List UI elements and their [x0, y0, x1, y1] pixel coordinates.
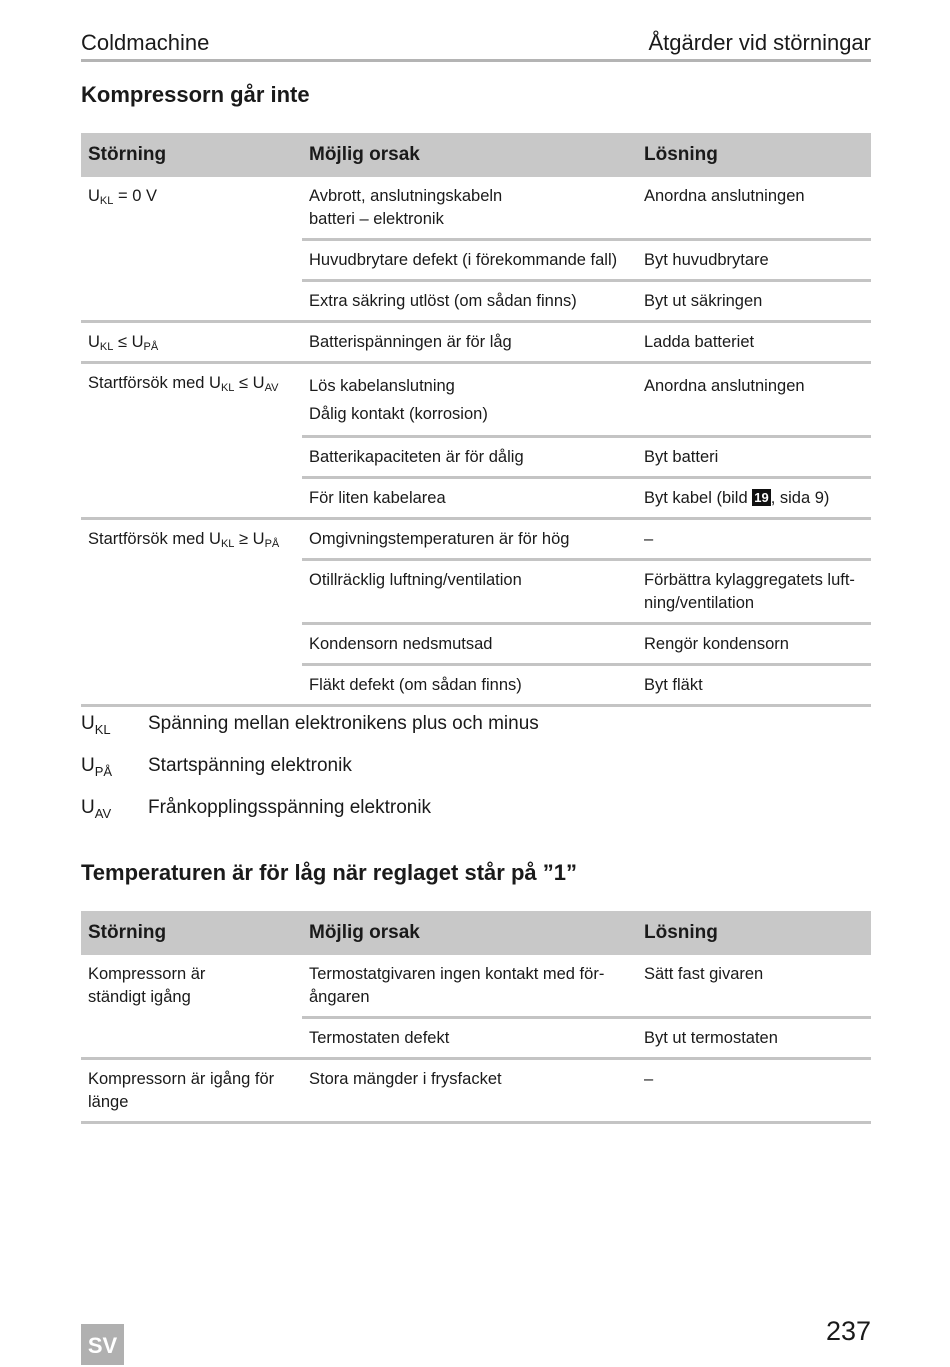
table-row: [81, 955, 871, 1018]
cause-cell: Extra säkring utlöst (om sådan finns): [302, 281, 637, 322]
header-chapter-title: Åtgärder vid störningar: [648, 30, 871, 55]
fault-table-temperature: [81, 911, 871, 1124]
table-row: [81, 519, 871, 560]
solution-cell: Anordna anslutningen: [637, 177, 871, 240]
cause-cell: Otillräcklig luftning/ventilation: [302, 560, 637, 624]
page-number: 237: [825, 1316, 871, 1346]
fault-cell: Kompressorn är ständigt igång: [81, 955, 302, 1059]
col-header-fault: Störning: [81, 133, 302, 177]
solution-cell: Förbättra kylaggregatets luft- ning/ventilation: [637, 560, 871, 624]
legend-symbol: $U_{KL}$: [81, 713, 111, 737]
cause-cell: Avbrott, anslutningskabeln batteri – elektronik: [302, 177, 637, 240]
fault-cell: Startförsök med $U_{KL} \le U_{AV}$: [81, 363, 302, 519]
solution-cell: Byt ut termostaten: [637, 1018, 871, 1059]
cause-cell: Huvudbrytare defekt (i förekommande fall): [302, 240, 637, 281]
table-row: [81, 363, 871, 437]
solution-cell: Byt batteri: [637, 437, 871, 478]
fault-table-compressor: [81, 133, 871, 707]
solution-cell: –: [637, 1059, 871, 1123]
cause-cell: Batterikapaciteten är för dålig: [302, 437, 637, 478]
cause-cell: Termostaten defekt: [302, 1018, 637, 1059]
col-header-cause: Möjlig orsak: [302, 911, 637, 955]
table-row: [81, 1059, 871, 1123]
fault-cell: $U_{KL} = 0$ V: [81, 177, 302, 322]
section-title-temperature: Temperaturen är för låg när reglaget står på ”1”: [81, 860, 577, 885]
col-header-fault: Störning: [81, 911, 302, 955]
legend-text: Startspänning elektronik: [148, 755, 352, 776]
cause-cell: Fläkt defekt (om sådan finns): [302, 665, 637, 706]
table-row: [81, 322, 871, 363]
col-header-solution: Lösning: [637, 911, 871, 955]
legend-text: Spänning mellan elektronikens plus och minus: [148, 713, 539, 734]
cause-cell: Kondensorn nedsmutsad: [302, 624, 637, 665]
table-header-row: [81, 133, 871, 177]
cause-cell: Lös kabelanslutning Dålig kontakt (korrosion): [302, 363, 637, 437]
cause-cell: Omgivningstemperaturen är för hög: [302, 519, 637, 560]
solution-cell: Anordna anslutningen: [637, 363, 871, 437]
solution-cell: Byt huvudbrytare: [637, 240, 871, 281]
legend-symbol: $U_{PÅ}$: [81, 755, 113, 779]
cause-cell: Stora mängder i frysfacket: [302, 1059, 637, 1123]
cause-cell: Batterispänningen är för låg: [302, 322, 637, 363]
table-row: [81, 177, 871, 240]
header-product-name: Coldmachine: [81, 30, 210, 55]
fault-cell: $U_{KL} \le U_{PÅ}$: [81, 322, 302, 363]
col-header-solution: Lösning: [637, 133, 871, 177]
figure-reference-badge: 19: [754, 490, 769, 505]
legend-symbol: $U_{AV}$: [81, 797, 112, 821]
solution-cell: Rengör kondensorn: [637, 624, 871, 665]
solution-cell: Byt kabel (bild 19 , sida 9): [637, 478, 871, 519]
col-header-cause: Möjlig orsak: [302, 133, 637, 177]
page-header: [81, 28, 871, 62]
solution-cell: Ladda batteriet: [637, 322, 871, 363]
fault-cell: Kompressorn är igång för länge: [81, 1059, 302, 1123]
language-badge: SV: [81, 1324, 124, 1365]
solution-cell: Byt ut säkringen: [637, 281, 871, 322]
legend-text: Frånkopplingsspänning elektronik: [148, 797, 432, 818]
section-title-compressor: Kompressorn går inte: [81, 82, 310, 107]
solution-cell: Sätt fast givaren: [637, 955, 871, 1018]
cause-cell: Termostatgivaren ingen kontakt med för- ångaren: [302, 955, 637, 1018]
solution-cell: –: [637, 519, 871, 560]
fault-cell: Startförsök med $U_{KL} \ge U_{PÅ}$: [81, 519, 302, 706]
cause-cell: För liten kabelarea: [302, 478, 637, 519]
table-header-row: [81, 911, 871, 955]
solution-cell: Byt fläkt: [637, 665, 871, 706]
